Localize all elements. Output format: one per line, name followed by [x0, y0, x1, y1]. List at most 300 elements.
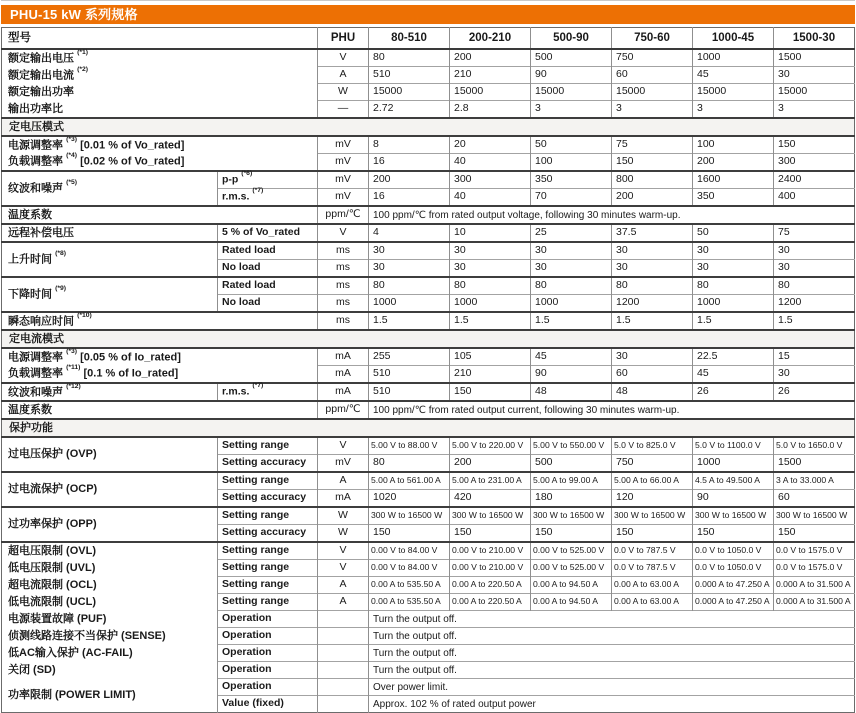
value-cell: 1500 — [774, 49, 855, 67]
row-sublabel-text: No load — [222, 261, 261, 274]
table-row — [2, 628, 855, 645]
value-cell: 26 — [693, 383, 774, 401]
top-rule — [1, 0, 855, 1]
value-cell: 30 — [774, 67, 855, 84]
value-cell: 0.0 V to 787.5 V — [612, 560, 693, 577]
value-cell: 30 — [693, 260, 774, 278]
row-label — [2, 348, 318, 366]
row-label — [2, 679, 218, 713]
footnote-marker: (*3) — [66, 135, 78, 143]
table-row — [2, 277, 855, 295]
row-sublabel — [218, 242, 318, 260]
specification-table — [1, 27, 855, 713]
value-cell: 400 — [774, 189, 855, 207]
value-cell: 150 — [612, 525, 693, 543]
row-sublabel — [218, 437, 318, 455]
row-label-text: 负载调整率 — [8, 156, 63, 169]
value-cell: 0.000 A to 31.500 A — [774, 594, 855, 611]
value-cell: 750 — [612, 49, 693, 67]
row-sublabel — [218, 560, 318, 577]
unit-cell: A — [318, 594, 369, 611]
section-row — [2, 419, 855, 437]
unit-cell: ms — [318, 312, 369, 330]
value-cell: 40 — [450, 189, 531, 207]
row-sublabel — [218, 295, 318, 313]
value-cell: 16 — [369, 189, 450, 207]
row-label — [2, 383, 218, 401]
model-column-header: 500-90 — [531, 28, 612, 50]
row-span-value: Approx. 102 % of rated output power — [369, 696, 855, 713]
value-cell: 0.00 V to 210.00 V — [450, 560, 531, 577]
unit-cell: ms — [318, 260, 369, 278]
value-cell: 510 — [369, 366, 450, 384]
value-cell: 200 — [450, 49, 531, 67]
unit-cell: ppm/℃ — [318, 401, 369, 419]
value-cell: 150 — [369, 525, 450, 543]
model-row-label: 型号 — [2, 28, 318, 50]
value-cell: 5.00 V to 220.00 V — [450, 437, 531, 455]
row-sublabel-text: No load — [222, 296, 261, 309]
value-cell: 40 — [450, 154, 531, 172]
value-cell: 1000 — [693, 455, 774, 473]
value-cell: 0.00 V to 525.00 V — [531, 542, 612, 560]
value-cell: 15000 — [693, 84, 774, 101]
series-title-bar — [1, 5, 855, 24]
value-cell: 0.000 A to 47.250 A — [693, 594, 774, 611]
value-cell: 0.0 V to 787.5 V — [612, 542, 693, 560]
footnote-marker: (*2) — [77, 65, 89, 73]
value-cell: 3 A to 33.000 A — [774, 472, 855, 490]
value-cell: 500 — [531, 49, 612, 67]
value-cell: 0.00 A to 535.50 A — [369, 577, 450, 594]
unit-cell: mA — [318, 348, 369, 366]
row-sublabel-text: Operation — [222, 680, 272, 693]
value-cell: 30 — [774, 242, 855, 260]
value-cell: 5.00 V to 88.00 V — [369, 437, 450, 455]
unit-cell: mV — [318, 171, 369, 189]
value-cell: 48 — [531, 383, 612, 401]
value-cell: 3 — [774, 101, 855, 119]
table-row — [2, 206, 855, 224]
value-cell: 300 — [450, 171, 531, 189]
row-label — [2, 594, 218, 611]
row-label — [2, 49, 318, 67]
row-label — [2, 472, 218, 507]
value-cell: 16 — [369, 154, 450, 172]
row-label-text: 超电压限制 (OVL) — [8, 545, 96, 558]
value-cell: 100 — [531, 154, 612, 172]
value-cell: 2400 — [774, 171, 855, 189]
value-cell: 37.5 — [612, 224, 693, 242]
value-cell: 150 — [450, 525, 531, 543]
unit-cell: A — [318, 67, 369, 84]
table-row — [2, 507, 855, 525]
unit-cell: W — [318, 507, 369, 525]
value-cell: 1.5 — [531, 312, 612, 330]
unit-cell: mA — [318, 490, 369, 508]
row-label-text: 过电流保护 (OCP) — [8, 483, 98, 496]
value-cell: 200 — [612, 189, 693, 207]
footnote-marker: (*11) — [66, 364, 81, 372]
row-sublabel-text: Setting range — [222, 595, 290, 608]
unit-cell: mV — [318, 136, 369, 154]
value-cell: 800 — [612, 171, 693, 189]
row-sublabel-text: 5 % of Vo_rated — [222, 226, 300, 239]
row-label — [2, 628, 218, 645]
row-label-text: 关闭 (SD) — [8, 663, 56, 676]
value-cell: 1000 — [693, 49, 774, 67]
table-row — [2, 472, 855, 490]
row-label — [2, 171, 218, 206]
value-cell: 0.00 V to 210.00 V — [450, 542, 531, 560]
value-cell: 300 W to 16500 W — [612, 507, 693, 525]
footnote-marker: (*1) — [77, 48, 89, 56]
row-label-text: 瞬态响应时间 — [8, 315, 74, 328]
unit-cell — [318, 679, 369, 696]
footnote-marker: (*7) — [252, 187, 264, 195]
row-sublabel — [218, 662, 318, 679]
row-label-text: 负载调整率 — [8, 368, 63, 381]
value-cell: 15000 — [531, 84, 612, 101]
value-cell: 48 — [612, 383, 693, 401]
value-cell: 0.00 A to 535.50 A — [369, 594, 450, 611]
footnote-marker: (*8) — [55, 250, 67, 258]
row-span-value: Turn the output off. — [369, 645, 855, 662]
value-cell: 30 — [531, 242, 612, 260]
row-sublabel — [218, 277, 318, 295]
model-column-header: 1000-45 — [693, 28, 774, 50]
section-title: 定电压模式 — [2, 118, 855, 136]
table-row — [2, 611, 855, 628]
value-cell: 25 — [531, 224, 612, 242]
row-span-value: Turn the output off. — [369, 628, 855, 645]
footnote-marker: (*10) — [77, 311, 92, 319]
unit-cell: mA — [318, 383, 369, 401]
unit-cell: — — [318, 101, 369, 119]
value-cell: 420 — [450, 490, 531, 508]
table-row — [2, 224, 855, 242]
value-cell: 500 — [531, 455, 612, 473]
row-label-text: 功率限制 (POWER LIMIT) — [8, 689, 136, 702]
value-cell: 0.0 V to 1050.0 V — [693, 542, 774, 560]
value-cell: 15000 — [774, 84, 855, 101]
row-span-value: 100 ppm/℃ from rated output voltage, following 30 minutes warm-up. — [369, 206, 855, 224]
table-row — [2, 348, 855, 366]
unit-cell — [318, 645, 369, 662]
row-label — [2, 401, 318, 419]
row-label-text: 温度系数 — [8, 403, 52, 416]
row-sublabel — [218, 525, 318, 543]
value-cell: 0.00 A to 94.50 A — [531, 577, 612, 594]
row-label-text: 纹波和噪声 — [8, 386, 63, 399]
row-sublabel — [218, 490, 318, 508]
value-cell: 15 — [774, 348, 855, 366]
value-cell: 60 — [612, 366, 693, 384]
value-cell: 510 — [369, 383, 450, 401]
value-cell: 90 — [531, 67, 612, 84]
table-row — [2, 401, 855, 419]
value-cell: 300 W to 16500 W — [369, 507, 450, 525]
row-label-text: 上升时间 — [8, 253, 52, 266]
row-label-text: 远程补偿电压 — [8, 226, 74, 239]
row-span-value: Turn the output off. — [369, 611, 855, 628]
table-row — [2, 67, 855, 84]
row-sublabel-text: Setting accuracy — [222, 456, 307, 469]
value-cell: 75 — [612, 136, 693, 154]
value-cell: 15000 — [369, 84, 450, 101]
value-cell: 30 — [612, 260, 693, 278]
value-cell: 150 — [774, 525, 855, 543]
value-cell: 30 — [369, 260, 450, 278]
value-cell: 300 W to 16500 W — [693, 507, 774, 525]
table-row — [2, 101, 855, 119]
row-label — [2, 542, 218, 560]
row-sublabel — [218, 696, 318, 713]
table-row — [2, 49, 855, 67]
row-label — [2, 611, 218, 628]
value-cell: 0.00 A to 63.00 A — [612, 594, 693, 611]
value-cell: 180 — [531, 490, 612, 508]
row-sublabel-text: Operation — [222, 612, 272, 625]
page-title: PHU-15 kW 系列规格 — [10, 7, 138, 22]
value-cell: 1000 — [693, 295, 774, 313]
row-label-text: 输出功率比 — [8, 102, 63, 115]
value-cell: 0.0 V to 1050.0 V — [693, 560, 774, 577]
value-cell: 80 — [450, 277, 531, 295]
row-label — [2, 67, 318, 84]
footnote-marker: (*12) — [66, 382, 81, 390]
row-label-text: 下降时间 — [8, 288, 52, 301]
row-sublabel — [218, 645, 318, 662]
row-sublabel — [218, 472, 318, 490]
value-cell: 5.0 V to 1650.0 V — [774, 437, 855, 455]
row-sublabel — [218, 611, 318, 628]
row-label-text: 过功率保护 (OPP) — [8, 518, 97, 531]
row-label — [2, 242, 218, 277]
value-cell: 120 — [612, 490, 693, 508]
value-cell: 0.00 V to 525.00 V — [531, 560, 612, 577]
table-row — [2, 577, 855, 594]
row-sublabel — [218, 171, 318, 189]
section-title: 定电流模式 — [2, 330, 855, 348]
unit-cell: V — [318, 224, 369, 242]
table-row — [2, 679, 855, 696]
unit-cell: ms — [318, 242, 369, 260]
row-label-note: [0.02 % of Vo_rated] — [80, 156, 185, 169]
row-sublabel-text: Setting range — [222, 439, 290, 452]
row-label-text: 低电压限制 (UVL) — [8, 561, 96, 574]
row-label-text: 低AC输入保护 (AC-FAIL) — [8, 646, 133, 659]
row-label — [2, 366, 318, 384]
value-cell: 5.00 A to 561.00 A — [369, 472, 450, 490]
row-sublabel-text: Value (fixed) — [222, 697, 284, 710]
row-sublabel — [218, 224, 318, 242]
value-cell: 30 — [693, 242, 774, 260]
value-cell: 20 — [450, 136, 531, 154]
row-sublabel — [218, 507, 318, 525]
table-row — [2, 242, 855, 260]
row-sublabel-text: r.m.s. — [222, 190, 250, 203]
value-cell: 80 — [774, 277, 855, 295]
value-cell: 1200 — [774, 295, 855, 313]
row-label — [2, 154, 318, 172]
table-row — [2, 383, 855, 401]
value-cell: 3 — [531, 101, 612, 119]
value-cell: 350 — [693, 189, 774, 207]
row-sublabel — [218, 628, 318, 645]
row-sublabel-text: Operation — [222, 629, 272, 642]
value-cell: 1000 — [369, 295, 450, 313]
table-row — [2, 312, 855, 330]
row-sublabel — [218, 455, 318, 473]
value-cell: 300 W to 16500 W — [531, 507, 612, 525]
value-cell: 5.00 A to 99.00 A — [531, 472, 612, 490]
section-row — [2, 118, 855, 136]
row-sublabel-text: Rated load — [222, 244, 276, 257]
row-sublabel — [218, 542, 318, 560]
row-label-note: [0.1 % of Io_rated] — [83, 368, 179, 381]
row-sublabel-text: p-p — [222, 173, 239, 186]
row-label-text: 过电压保护 (OVP) — [8, 448, 97, 461]
value-cell: 5.0 V to 1100.0 V — [693, 437, 774, 455]
table-row — [2, 154, 855, 172]
row-label — [2, 136, 318, 154]
unit-cell: ms — [318, 295, 369, 313]
value-cell: 45 — [693, 67, 774, 84]
value-cell: 3 — [612, 101, 693, 119]
value-cell: 30 — [450, 260, 531, 278]
row-sublabel-text: Setting range — [222, 474, 290, 487]
footnote-marker: (*3) — [66, 347, 78, 355]
unit-cell: ms — [318, 277, 369, 295]
table-row — [2, 645, 855, 662]
value-cell: 30 — [612, 348, 693, 366]
value-cell: 300 — [774, 154, 855, 172]
value-cell: 80 — [531, 277, 612, 295]
unit-cell: ppm/℃ — [318, 206, 369, 224]
row-label-text: 电源装置故障 (PUF) — [8, 612, 107, 625]
table-row — [2, 437, 855, 455]
value-cell: 60 — [774, 490, 855, 508]
value-cell: 45 — [531, 348, 612, 366]
model-column-header: 750-60 — [612, 28, 693, 50]
row-label-text: 电源调整率 — [8, 139, 63, 152]
value-cell: 5.00 A to 231.00 A — [450, 472, 531, 490]
value-cell: 80 — [693, 277, 774, 295]
row-sublabel — [218, 383, 318, 401]
row-label-text: 额定输出功率 — [8, 85, 74, 98]
value-cell: 3 — [693, 101, 774, 119]
footnote-marker: (*6) — [241, 170, 253, 178]
footnote-marker: (*5) — [66, 179, 78, 187]
unit-cell: V — [318, 542, 369, 560]
value-cell: 30 — [450, 242, 531, 260]
row-label — [2, 206, 318, 224]
unit-cell: W — [318, 84, 369, 101]
row-label — [2, 577, 218, 594]
value-cell: 150 — [531, 525, 612, 543]
value-cell: 60 — [612, 67, 693, 84]
unit-cell: mV — [318, 455, 369, 473]
model-header-row — [2, 28, 855, 50]
value-cell: 210 — [450, 366, 531, 384]
table-row — [2, 84, 855, 101]
value-cell: 80 — [612, 277, 693, 295]
value-cell: 26 — [774, 383, 855, 401]
unit-cell: mA — [318, 366, 369, 384]
model-column-header: 80-510 — [369, 28, 450, 50]
table-row — [2, 594, 855, 611]
value-cell: 150 — [774, 136, 855, 154]
value-cell: 200 — [450, 455, 531, 473]
value-cell: 2.72 — [369, 101, 450, 119]
table-row — [2, 171, 855, 189]
value-cell: 1600 — [693, 171, 774, 189]
row-sublabel — [218, 577, 318, 594]
row-sublabel-text: Setting accuracy — [222, 491, 307, 504]
value-cell: 1.5 — [450, 312, 531, 330]
value-cell: 0.0 V to 1575.0 V — [774, 542, 855, 560]
unit-cell: mV — [318, 189, 369, 207]
table-row — [2, 366, 855, 384]
row-span-value: 100 ppm/℃ from rated output current, following 30 minutes warm-up. — [369, 401, 855, 419]
unit-cell: mV — [318, 154, 369, 172]
value-cell: 300 W to 16500 W — [774, 507, 855, 525]
row-label-text: 额定输出电流 — [8, 69, 74, 82]
value-cell: 1000 — [450, 295, 531, 313]
value-cell: 30 — [531, 260, 612, 278]
section-title: 保护功能 — [2, 419, 855, 437]
value-cell: 150 — [693, 525, 774, 543]
row-label-text: 电源调整率 — [8, 351, 63, 364]
value-cell: 1.5 — [369, 312, 450, 330]
row-sublabel — [218, 189, 318, 207]
value-cell: 4.5 A to 49.500 A — [693, 472, 774, 490]
value-cell: 0.00 V to 84.00 V — [369, 542, 450, 560]
table-row — [2, 542, 855, 560]
value-cell: 255 — [369, 348, 450, 366]
row-span-value: Over power limit. — [369, 679, 855, 696]
row-sublabel-text: Setting accuracy — [222, 526, 307, 539]
value-cell: 50 — [693, 224, 774, 242]
value-cell: 1.5 — [693, 312, 774, 330]
value-cell: 100 — [693, 136, 774, 154]
row-sublabel-text: Rated load — [222, 279, 276, 292]
value-cell: 5.00 A to 66.00 A — [612, 472, 693, 490]
value-cell: 80 — [369, 277, 450, 295]
row-label-text: 超电流限制 (OCL) — [8, 578, 97, 591]
value-cell: 1200 — [612, 295, 693, 313]
row-sublabel — [218, 594, 318, 611]
row-sublabel-text: Setting range — [222, 561, 290, 574]
row-label-text: 额定输出电压 — [8, 52, 74, 65]
row-label — [2, 507, 218, 542]
value-cell: 30 — [369, 242, 450, 260]
unit-cell: V — [318, 437, 369, 455]
value-cell: 5.0 V to 825.0 V — [612, 437, 693, 455]
table-row — [2, 662, 855, 679]
value-cell: 200 — [693, 154, 774, 172]
table-row — [2, 136, 855, 154]
value-cell: 8 — [369, 136, 450, 154]
row-sublabel-text: r.m.s. — [222, 385, 250, 398]
value-cell: 4 — [369, 224, 450, 242]
row-sublabel-text: Operation — [222, 646, 272, 659]
value-cell: 0.00 V to 84.00 V — [369, 560, 450, 577]
value-cell: 750 — [612, 455, 693, 473]
footnote-marker: (*7) — [252, 382, 264, 390]
value-cell: 70 — [531, 189, 612, 207]
